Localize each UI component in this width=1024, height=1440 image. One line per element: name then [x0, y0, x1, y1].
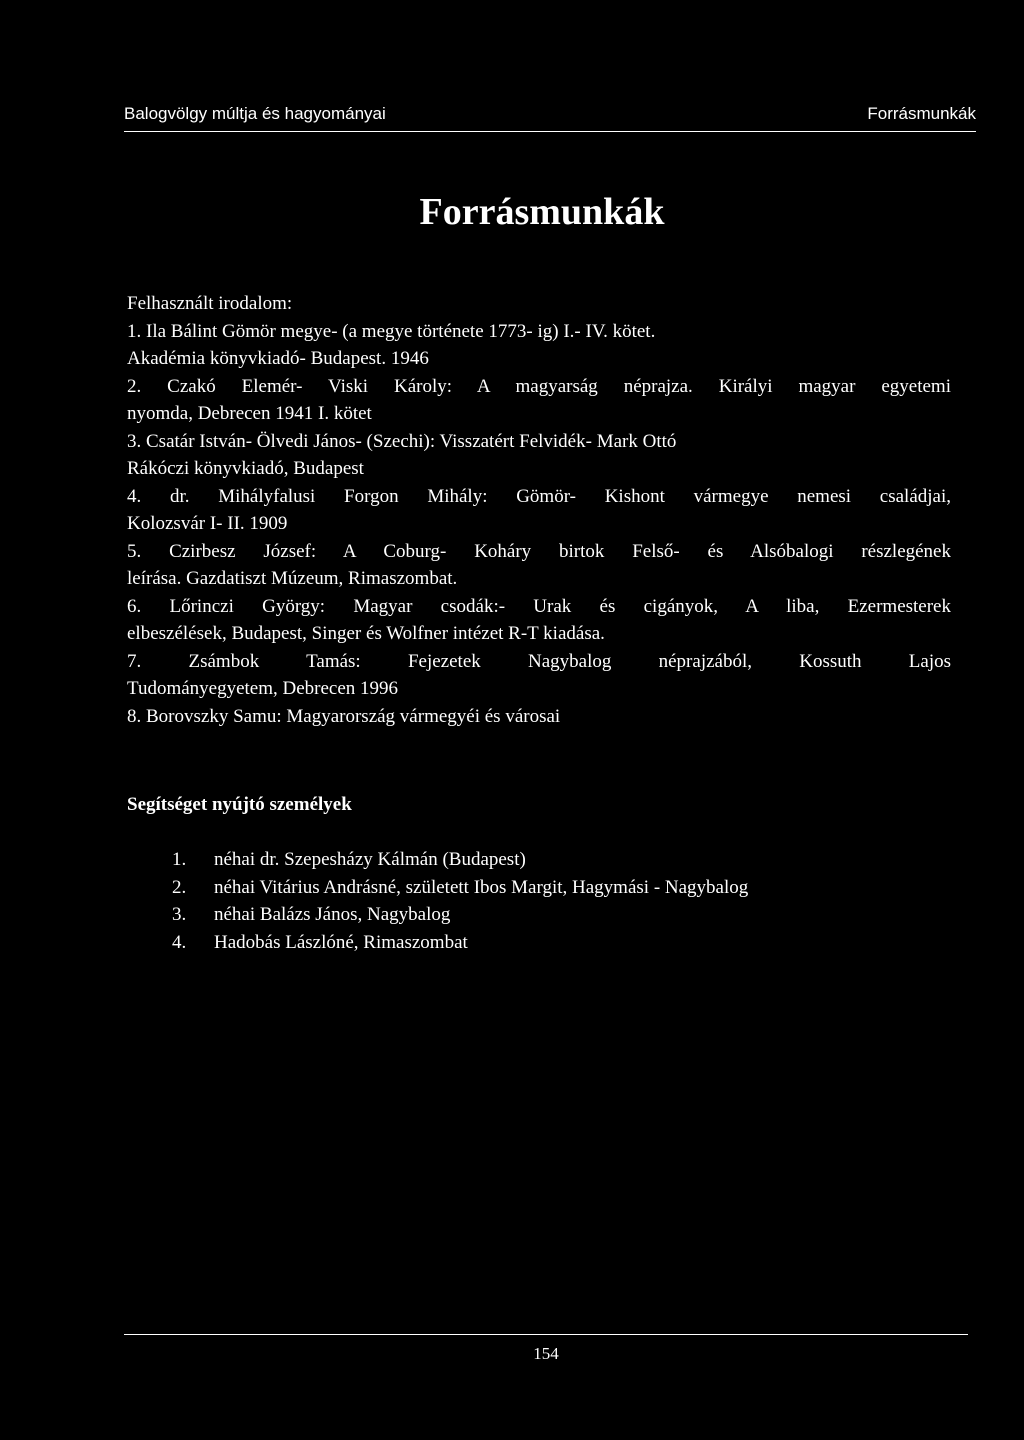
page-title: Forrásmunkák [419, 191, 665, 233]
helper-number: 4. [172, 931, 187, 953]
page-number: 154 [533, 1344, 559, 1363]
helper-item [172, 874, 748, 902]
helper-item [172, 901, 748, 929]
literature-line: 5. Czirbesz József: A Coburg- Koháry birtok Felső- és Alsóbalogi részlegének [127, 540, 951, 562]
literature-line: Kolozsvár I- II. 1909 [127, 513, 288, 534]
literature-line: Rákóczi könyvkiadó, Budapest [127, 458, 364, 479]
helper-number: 2. [172, 876, 187, 898]
helper-name: néhai Vitárius Andrásné, született Ibos Margit, Hagymási - Nagybalog [214, 876, 749, 898]
literature-line: Tudományegyetem, Debrecen 1996 [127, 678, 399, 699]
footer-rule [124, 1334, 968, 1335]
literature-line: nyomda, Debrecen 1941 I. kötet [127, 403, 372, 424]
literature-line: 8. Borovszky Samu: Magyarország vármegyéi és városai [127, 705, 561, 727]
literature-line: elbeszélések, Budapest, Singer és Wolfner intézet R-T kiadása. [127, 623, 605, 644]
helpers-list [172, 846, 748, 956]
literature-line: Akadémia könyvkiadó- Budapest. 1946 [127, 348, 429, 369]
helper-name: néhai Balázs János, Nagybalog [214, 904, 451, 925]
helper-name: néhai dr. Szepesházy Kálmán (Budapest) [214, 849, 526, 870]
helper-number: 3. [172, 904, 187, 925]
helper-name: Hadobás Lászlóné, Rimaszombat [214, 931, 468, 953]
literature-line: leírása. Gazdatiszt Múzeum, Rimaszombat. [127, 568, 458, 589]
running-header-book-title: Balogvölgy múltja és hagyományai [124, 104, 386, 123]
literature-line: 4. dr. Mihályfalusi Forgon Mihály: Gömör- Kishont vármegye nemesi családjai, [127, 485, 951, 507]
helper-item [172, 846, 748, 874]
literature-line: 1. Ila Bálint Gömör megye- (a megye története 1773- ig) I.- IV. kötet. [127, 320, 656, 342]
literature-line: 2. Czakó Elemér- Viski Károly: A magyarság néprajza. Királyi magyar egyetemi [127, 375, 951, 397]
literature-heading: Felhasznált irodalom: [127, 293, 293, 314]
literature-section [127, 290, 951, 730]
running-header-section-title: Forrásmunkák [867, 104, 976, 123]
literature-line: 7. Zsámbok Tamás: Fejezetek Nagybalog néprajzából, Kossuth Lajos [127, 650, 951, 672]
helpers-heading: Segítséget nyújtó személyek [127, 794, 352, 815]
helper-number: 1. [172, 849, 187, 870]
header-rule [124, 131, 976, 132]
literature-line: 6. Lőrinczi György: Magyar csodák:- Urak és cigányok, A liba, Ezermesterek [127, 595, 951, 617]
helper-item [172, 929, 748, 957]
literature-line: 3. Csatár István- Ölvedi János- (Szechi): Visszatért Felvidék- Mark Ottó [127, 430, 677, 452]
